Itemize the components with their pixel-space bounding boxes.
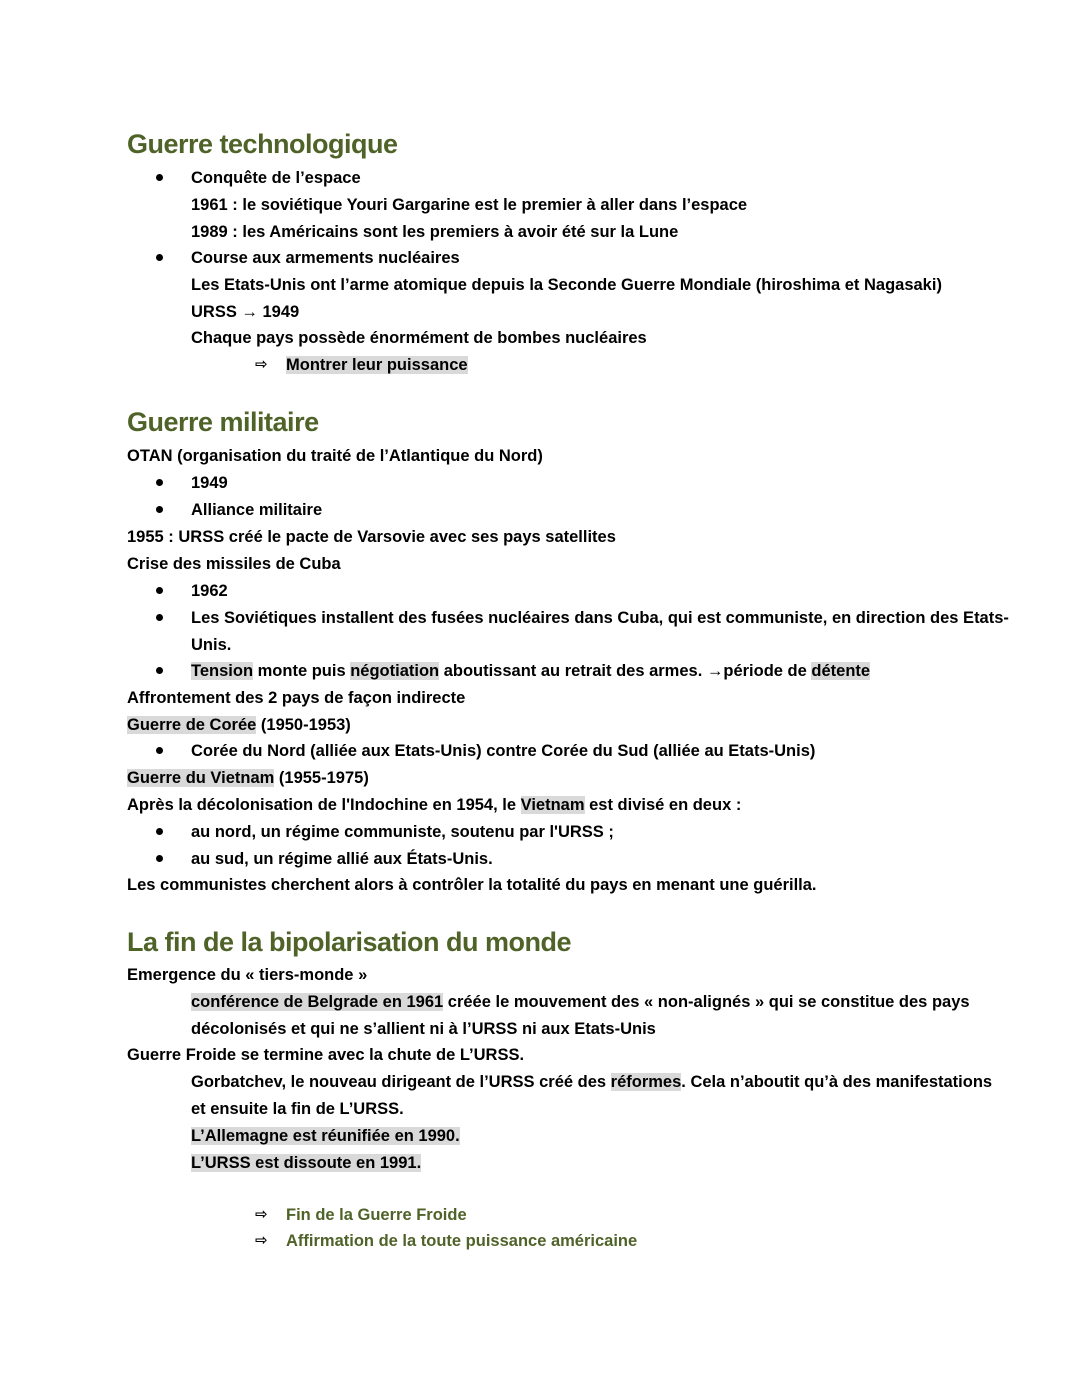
bullet-icon xyxy=(156,506,163,513)
text-line xyxy=(191,989,970,1015)
highlighted-text: L’Allemagne est réunifiée en 1990. xyxy=(191,1127,460,1145)
text-line: décolonisés et qui ne s’allient ni à l’URSS ni aux Etats-Unis xyxy=(191,1020,656,1038)
bullet-text: Les Soviétiques installent des fusées nucléaires dans Cuba, qui est communiste, en direction des Etats- xyxy=(191,609,1009,627)
highlighted-text: réformes xyxy=(610,1073,682,1091)
text-span: (1950-1953) xyxy=(256,716,351,734)
bullet-text: 1962 xyxy=(191,582,228,600)
arrow-item: Affirmation de la toute puissance américaine xyxy=(286,1232,638,1250)
bullet-icon xyxy=(156,828,163,835)
text-line xyxy=(191,1150,421,1176)
highlighted-text: Guerre de Corée xyxy=(127,716,257,734)
bullet-icon xyxy=(156,587,163,594)
highlighted-text: détente xyxy=(811,662,871,680)
bullet-icon xyxy=(156,667,163,674)
arrow-right-icon: ⇨ xyxy=(255,356,268,373)
text-line: URSS → 1949 xyxy=(191,303,300,321)
highlighted-text: Guerre du Vietnam xyxy=(127,769,275,787)
text-line: Crise des missiles de Cuba xyxy=(127,555,341,573)
arrow-right-icon: ⇨ xyxy=(255,1232,268,1249)
highlighted-text: Tension xyxy=(191,662,254,680)
highlighted-text: Montrer leur puissance xyxy=(286,356,468,374)
highlighted-text: conférence de Belgrade en 1961 xyxy=(191,993,444,1011)
bullet-text: Course aux armements nucléaires xyxy=(191,249,460,267)
text-line: et ensuite la fin de L’URSS. xyxy=(191,1100,404,1118)
heading-guerre-technologique: Guerre technologique xyxy=(127,129,398,159)
text-line: OTAN (organisation du traité de l’Atlantique du Nord) xyxy=(127,447,543,465)
heading-fin-bipolarisation: La fin de la bipolarisation du monde xyxy=(127,927,572,957)
text-span: aboutissant au retrait des armes. →période de xyxy=(439,662,812,680)
bullet-text: Corée du Nord (alliée aux Etats-Unis) contre Corée du Sud (alliée au Etats-Unis) xyxy=(191,742,816,760)
text-line xyxy=(191,1069,992,1095)
bullet-icon xyxy=(156,614,163,621)
text-line xyxy=(191,1123,460,1149)
text-line xyxy=(127,792,741,818)
text-span: (1955-1975) xyxy=(274,769,369,787)
bullet-icon xyxy=(156,174,163,181)
text-line: 1955 : URSS créé le pacte de Varsovie avec ses pays satellites xyxy=(127,528,616,546)
text-line: 1989 : les Américains sont les premiers à avoir été sur la Lune xyxy=(191,223,679,241)
bullet-text: Conquête de l’espace xyxy=(191,169,361,187)
text-span: monte puis xyxy=(253,662,351,680)
text-span: Après la décolonisation de l'Indochine en 1954, le xyxy=(127,796,521,814)
bullet-icon xyxy=(156,747,163,754)
bullet-text xyxy=(191,658,870,684)
highlighted-text: négotiation xyxy=(350,662,440,680)
bullet-text: 1949 xyxy=(191,474,228,492)
arrow-item xyxy=(286,352,468,378)
heading-guerre-militaire: Guerre militaire xyxy=(127,407,319,437)
text-span: Gorbatchev, le nouveau dirigeant de l’URSS créé des xyxy=(191,1073,611,1091)
text-line: Affrontement des 2 pays de façon indirecte xyxy=(127,689,466,707)
bullet-icon xyxy=(156,479,163,486)
bullet-text: Alliance militaire xyxy=(191,501,323,519)
bullet-icon xyxy=(156,254,163,261)
arrow-right-icon: ⇨ xyxy=(255,1206,268,1223)
text-span: est divisé en deux : xyxy=(584,796,742,814)
text-line xyxy=(127,712,351,738)
text-line: Les Etats-Unis ont l’arme atomique depuis la Seconde Guerre Mondiale (hiroshima et Nagasaki) xyxy=(191,276,942,294)
text-line: 1961 : le soviétique Youri Gargarine est le premier à aller dans l’espace xyxy=(191,196,748,214)
highlighted-text: L’URSS est dissoute en 1991. xyxy=(191,1154,422,1172)
text-span: . Cela n’aboutit qu’à des manifestations xyxy=(681,1073,993,1091)
text-line: Chaque pays possède énormément de bombes nucléaires xyxy=(191,329,647,347)
bullet-text: au sud, un régime allié aux États-Unis. xyxy=(191,850,493,868)
text-line: Guerre Froide se termine avec la chute de L’URSS. xyxy=(127,1046,525,1064)
arrow-item: Fin de la Guerre Froide xyxy=(286,1206,467,1224)
bullet-icon xyxy=(156,855,163,862)
text-line: Unis. xyxy=(191,636,232,654)
text-line: Emergence du « tiers-monde » xyxy=(127,966,368,984)
text-line xyxy=(127,765,369,791)
text-line: Les communistes cherchent alors à contrôler la totalité du pays en menant une guérilla. xyxy=(127,876,817,894)
bullet-text: au nord, un régime communiste, soutenu par l'URSS ; xyxy=(191,823,614,841)
highlighted-text: Vietnam xyxy=(520,796,585,814)
text-span: créée le mouvement des « non-alignés » qui se constitue des pays xyxy=(443,993,970,1011)
